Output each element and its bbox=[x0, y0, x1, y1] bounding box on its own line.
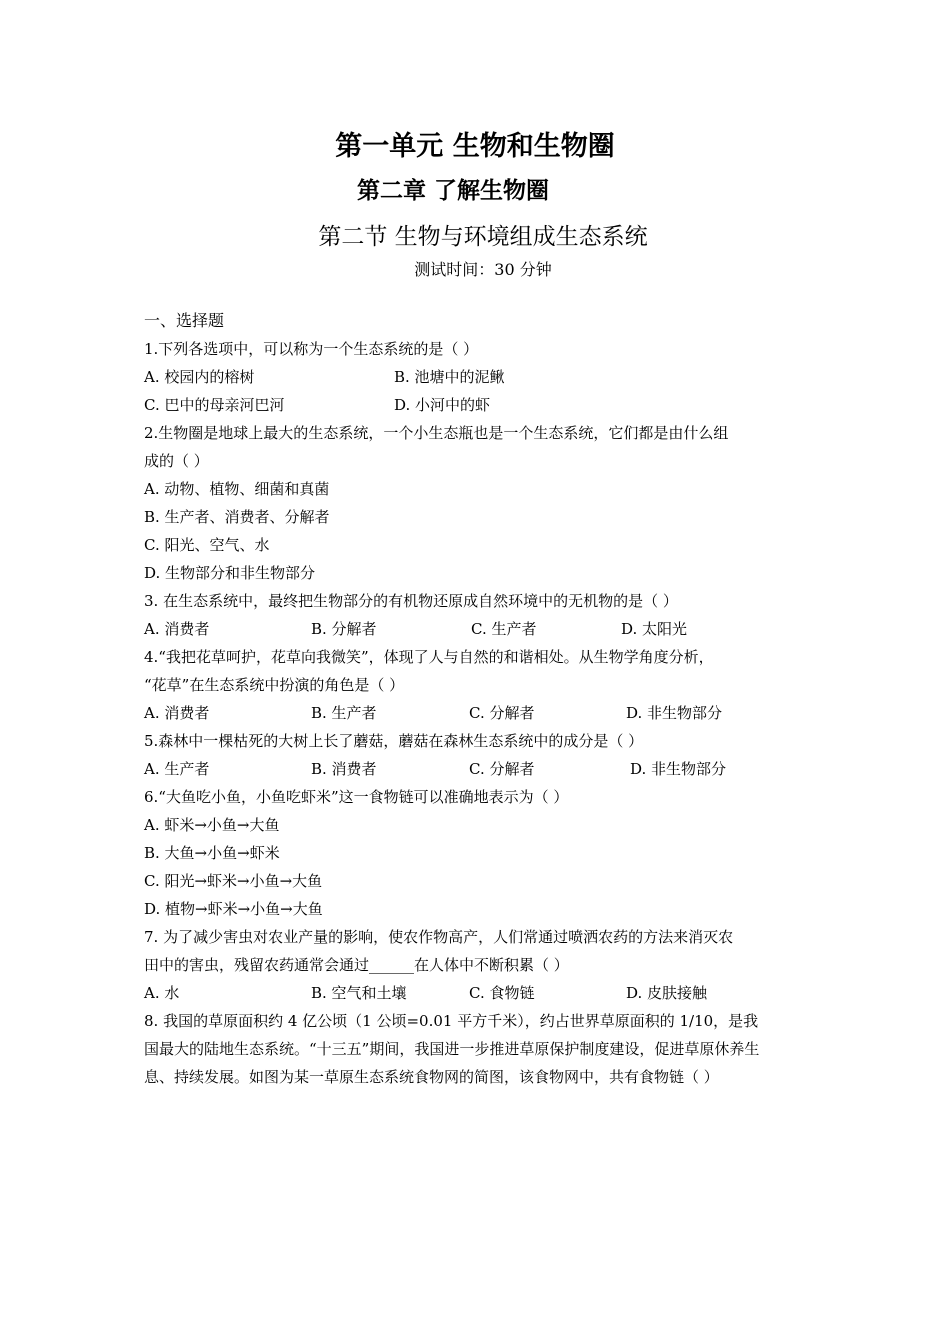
q4-option-a: A. 消费者 bbox=[144, 704, 210, 722]
q1-option-c: C. 巴中的母亲河巴河 bbox=[144, 396, 285, 414]
question-list bbox=[144, 307, 820, 1091]
q2-option-b: B. 生产者、消费者、分解者 bbox=[144, 508, 330, 526]
q2-option-d: D. 生物部分和非生物部分 bbox=[144, 564, 316, 582]
unit-title: 第一单元 生物和生物圈 bbox=[335, 131, 615, 162]
chapter-title: 第二章 了解生物圈 bbox=[356, 178, 549, 204]
question-2-stem-line2: 成的（ ） bbox=[144, 452, 209, 470]
test-time: 测试时间：30 分钟 bbox=[414, 260, 552, 279]
question-2-stem-line1: 2.生物圈是地球上最大的生态系统，一个小生态瓶也是一个生态系统，它们都是由什么组 bbox=[144, 424, 729, 442]
question-5-stem: 5.森林中一棵枯死的大树上长了蘑菇，蘑菇在森林生态系统中的成分是（ ） bbox=[144, 732, 644, 750]
question-4-stem-line1: 4.“我把花草呵护，花草向我微笑”，体现了人与自然的和谐相处。从生物学角度分析， bbox=[144, 648, 714, 666]
question-7-stem-line2: 田中的害虫，残留农药通常会通过______在人体中不断积累（ ） bbox=[144, 956, 569, 974]
question-8-stem-line1: 8. 我国的草原面积约 4 亿公顷（1 公顷=0.01 平方千米），约占世界草原面积的 1/10，是我 bbox=[144, 1012, 759, 1030]
part-heading: 一、选择题 bbox=[144, 311, 225, 330]
question-6-stem: 6.“大鱼吃小鱼，小鱼吃虾米”这一食物链可以准确地表示为（ ） bbox=[144, 788, 569, 806]
q1-option-d: D. 小河中的虾 bbox=[394, 396, 491, 414]
q2-option-a: A. 动物、植物、细菌和真菌 bbox=[144, 480, 330, 498]
q3-option-b: B. 分解者 bbox=[311, 620, 377, 638]
q5-option-b: B. 消费者 bbox=[311, 760, 377, 778]
q5-option-c: C. 分解者 bbox=[469, 760, 535, 778]
q7-option-b: B. 空气和土壤 bbox=[311, 984, 407, 1002]
question-1-options-row2 bbox=[144, 391, 820, 419]
q3-option-c: C. 生产者 bbox=[471, 620, 537, 638]
q3-option-d: D. 太阳光 bbox=[621, 620, 688, 638]
question-1-stem: 1.下列各选项中，可以称为一个生态系统的是（ ） bbox=[144, 340, 479, 358]
question-1-options-row1 bbox=[144, 363, 820, 391]
q4-option-d: D. 非生物部分 bbox=[626, 704, 723, 722]
q7-option-a: A. 水 bbox=[144, 984, 180, 1002]
q6-option-a: A. 虾米→小鱼→大鱼 bbox=[144, 816, 280, 834]
question-8-stem-line2: 国最大的陆地生态系统。“十三五”期间，我国进一步推进草原保护制度建设，促进草原休养生 bbox=[144, 1040, 760, 1058]
q4-option-c: C. 分解者 bbox=[469, 704, 535, 722]
question-8-stem-line3: 息、持续发展。如图为某一草原生态系统食物网的简图，该食物网中，共有食物链（ ） bbox=[144, 1068, 719, 1086]
q5-option-d: D. 非生物部分 bbox=[630, 760, 727, 778]
q2-option-c: C. 阳光、空气、水 bbox=[144, 536, 270, 554]
question-4-stem-line2: “花草”在生态系统中扮演的角色是（ ） bbox=[144, 676, 405, 694]
q6-option-b: B. 大鱼→小鱼→虾米 bbox=[144, 844, 280, 862]
q3-option-a: A. 消费者 bbox=[144, 620, 210, 638]
q7-option-d: D. 皮肤接触 bbox=[626, 984, 708, 1002]
q1-option-b: B. 池塘中的泥鳅 bbox=[394, 368, 505, 386]
q1-option-a: A. 校园内的榕树 bbox=[144, 368, 255, 386]
question-5-options bbox=[144, 755, 820, 783]
question-3-options bbox=[144, 615, 820, 643]
q5-option-a: A. 生产者 bbox=[144, 760, 210, 778]
q4-option-b: B. 生产者 bbox=[311, 704, 377, 722]
question-7-stem-line1: 7. 为了减少害虫对农业产量的影响，使农作物高产，人们常通过喷洒农药的方法来消灭农 bbox=[144, 928, 734, 946]
q7-option-c: C. 食物链 bbox=[469, 984, 535, 1002]
question-3-stem: 3. 在生态系统中，最终把生物部分的有机物还原成自然环境中的无机物的是（ ） bbox=[144, 592, 678, 610]
question-4-options bbox=[144, 699, 820, 727]
question-7-options bbox=[144, 979, 820, 1007]
q6-option-c: C. 阳光→虾米→小鱼→大鱼 bbox=[144, 872, 323, 890]
q6-option-d: D. 植物→虾米→小鱼→大鱼 bbox=[144, 900, 323, 918]
section-title: 第二节 生物与环境组成生态系统 bbox=[318, 224, 648, 250]
